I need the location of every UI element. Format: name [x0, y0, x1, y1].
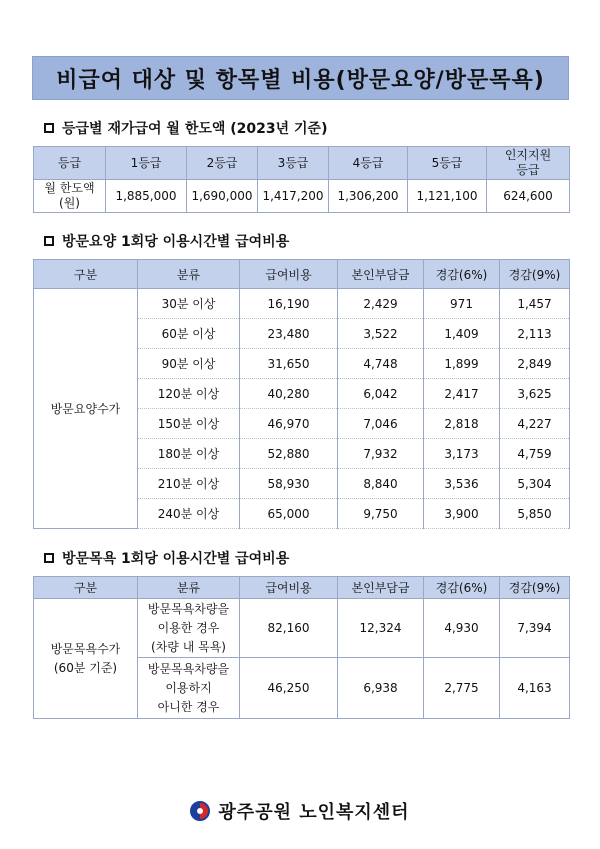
cell: 6,938 — [338, 658, 424, 719]
table-row — [34, 599, 570, 658]
cell: 150분 이상 — [138, 409, 240, 439]
cell: 1,409 — [424, 319, 500, 349]
cell: 23,480 — [240, 319, 338, 349]
section3-heading-text: 방문목욕 1회당 이용시간별 급여비용 — [62, 551, 290, 567]
section2-heading-text: 방문요양 1회당 이용시간별 급여비용 — [62, 234, 290, 250]
table-header-row — [34, 577, 570, 599]
cell: 240분 이상 — [138, 499, 240, 529]
cell: 방문목욕차량을 이용한 경우 (차량 내 목욕) — [138, 599, 240, 658]
cell: 3,625 — [500, 379, 570, 409]
header-cell: 본인부담금 — [338, 260, 424, 289]
table-row — [34, 289, 570, 319]
value-cell: 624,600 — [487, 180, 570, 213]
section2-heading — [44, 231, 289, 251]
cell: 방문목욕차량을 이용하지 아니한 경우 — [138, 658, 240, 719]
cell: 7,046 — [338, 409, 424, 439]
group-label: 방문목욕수가 (60분 기준) — [34, 599, 138, 719]
cell: 2,775 — [424, 658, 500, 719]
cell: 16,190 — [240, 289, 338, 319]
checkbox-square-icon — [44, 123, 54, 133]
organization-logo-icon — [190, 801, 210, 821]
header-cell: 4등급 — [329, 147, 408, 180]
cell: 8,840 — [338, 469, 424, 499]
cell: 31,650 — [240, 349, 338, 379]
header-cell: 구분 — [34, 260, 138, 289]
header-cell: 경감(9%) — [500, 577, 570, 599]
cell: 3,900 — [424, 499, 500, 529]
table-row — [34, 180, 570, 213]
table-header-row — [34, 147, 570, 180]
cell: 4,163 — [500, 658, 570, 719]
value-cell: 1,885,000 — [106, 180, 187, 213]
value-cell: 1,417,200 — [258, 180, 329, 213]
checkbox-square-icon — [44, 553, 54, 563]
cell: 3,522 — [338, 319, 424, 349]
bathing-cost-table — [33, 576, 570, 719]
header-cell: 급여비용 — [240, 577, 338, 599]
header-cell: 등급 — [34, 147, 106, 180]
header-cell: 경감(6%) — [424, 260, 500, 289]
cell: 52,880 — [240, 439, 338, 469]
cell: 9,750 — [338, 499, 424, 529]
cell: 46,250 — [240, 658, 338, 719]
cell: 5,304 — [500, 469, 570, 499]
cell: 2,849 — [500, 349, 570, 379]
cell: 3,536 — [424, 469, 500, 499]
header-cell: 분류 — [138, 577, 240, 599]
header-cell: 인지지원 등급 — [487, 147, 570, 180]
group-label: 방문요양수가 — [34, 289, 138, 529]
cell: 1,457 — [500, 289, 570, 319]
cell: 4,748 — [338, 349, 424, 379]
cell: 4,930 — [424, 599, 500, 658]
header-cell: 경감(9%) — [500, 260, 570, 289]
value-cell: 1,690,000 — [187, 180, 258, 213]
header-cell: 본인부담금 — [338, 577, 424, 599]
organization-name: 광주공원 노인복지센터 — [218, 802, 410, 823]
value-cell: 1,121,100 — [408, 180, 487, 213]
monthly-limit-table — [33, 146, 570, 213]
cell: 65,000 — [240, 499, 338, 529]
page-title-banner — [32, 56, 569, 100]
header-cell: 경감(6%) — [424, 577, 500, 599]
cell: 120분 이상 — [138, 379, 240, 409]
cell: 2,818 — [424, 409, 500, 439]
cell: 210분 이상 — [138, 469, 240, 499]
page-title: 비급여 대상 및 항목별 비용(방문요양/방문목욕) — [56, 67, 545, 93]
cell: 30분 이상 — [138, 289, 240, 319]
cell: 180분 이상 — [138, 439, 240, 469]
cell: 4,227 — [500, 409, 570, 439]
cell: 7,394 — [500, 599, 570, 658]
cell: 60분 이상 — [138, 319, 240, 349]
checkbox-square-icon — [44, 236, 54, 246]
cell: 2,417 — [424, 379, 500, 409]
cell: 3,173 — [424, 439, 500, 469]
header-cell: 급여비용 — [240, 260, 338, 289]
header-cell: 1등급 — [106, 147, 187, 180]
cell: 5,850 — [500, 499, 570, 529]
table-header-row — [34, 260, 570, 289]
cell: 971 — [424, 289, 500, 319]
cell: 46,970 — [240, 409, 338, 439]
header-cell: 2등급 — [187, 147, 258, 180]
cell: 1,899 — [424, 349, 500, 379]
cell: 6,042 — [338, 379, 424, 409]
cell: 58,930 — [240, 469, 338, 499]
section1-heading — [44, 118, 327, 138]
section3-heading — [44, 548, 289, 568]
home-care-cost-table — [33, 259, 570, 529]
value-cell: 1,306,200 — [329, 180, 408, 213]
header-cell: 5등급 — [408, 147, 487, 180]
cell: 2,113 — [500, 319, 570, 349]
header-cell: 3등급 — [258, 147, 329, 180]
cell: 90분 이상 — [138, 349, 240, 379]
cell: 40,280 — [240, 379, 338, 409]
cell: 7,932 — [338, 439, 424, 469]
cell: 82,160 — [240, 599, 338, 658]
header-cell: 구분 — [34, 577, 138, 599]
header-cell: 분류 — [138, 260, 240, 289]
footer — [0, 798, 600, 824]
row-label: 월 한도액 (원) — [34, 180, 106, 213]
cell: 2,429 — [338, 289, 424, 319]
cell: 4,759 — [500, 439, 570, 469]
section1-heading-text: 등급별 재가급여 월 한도액 (2023년 기준) — [62, 121, 328, 137]
cell: 12,324 — [338, 599, 424, 658]
